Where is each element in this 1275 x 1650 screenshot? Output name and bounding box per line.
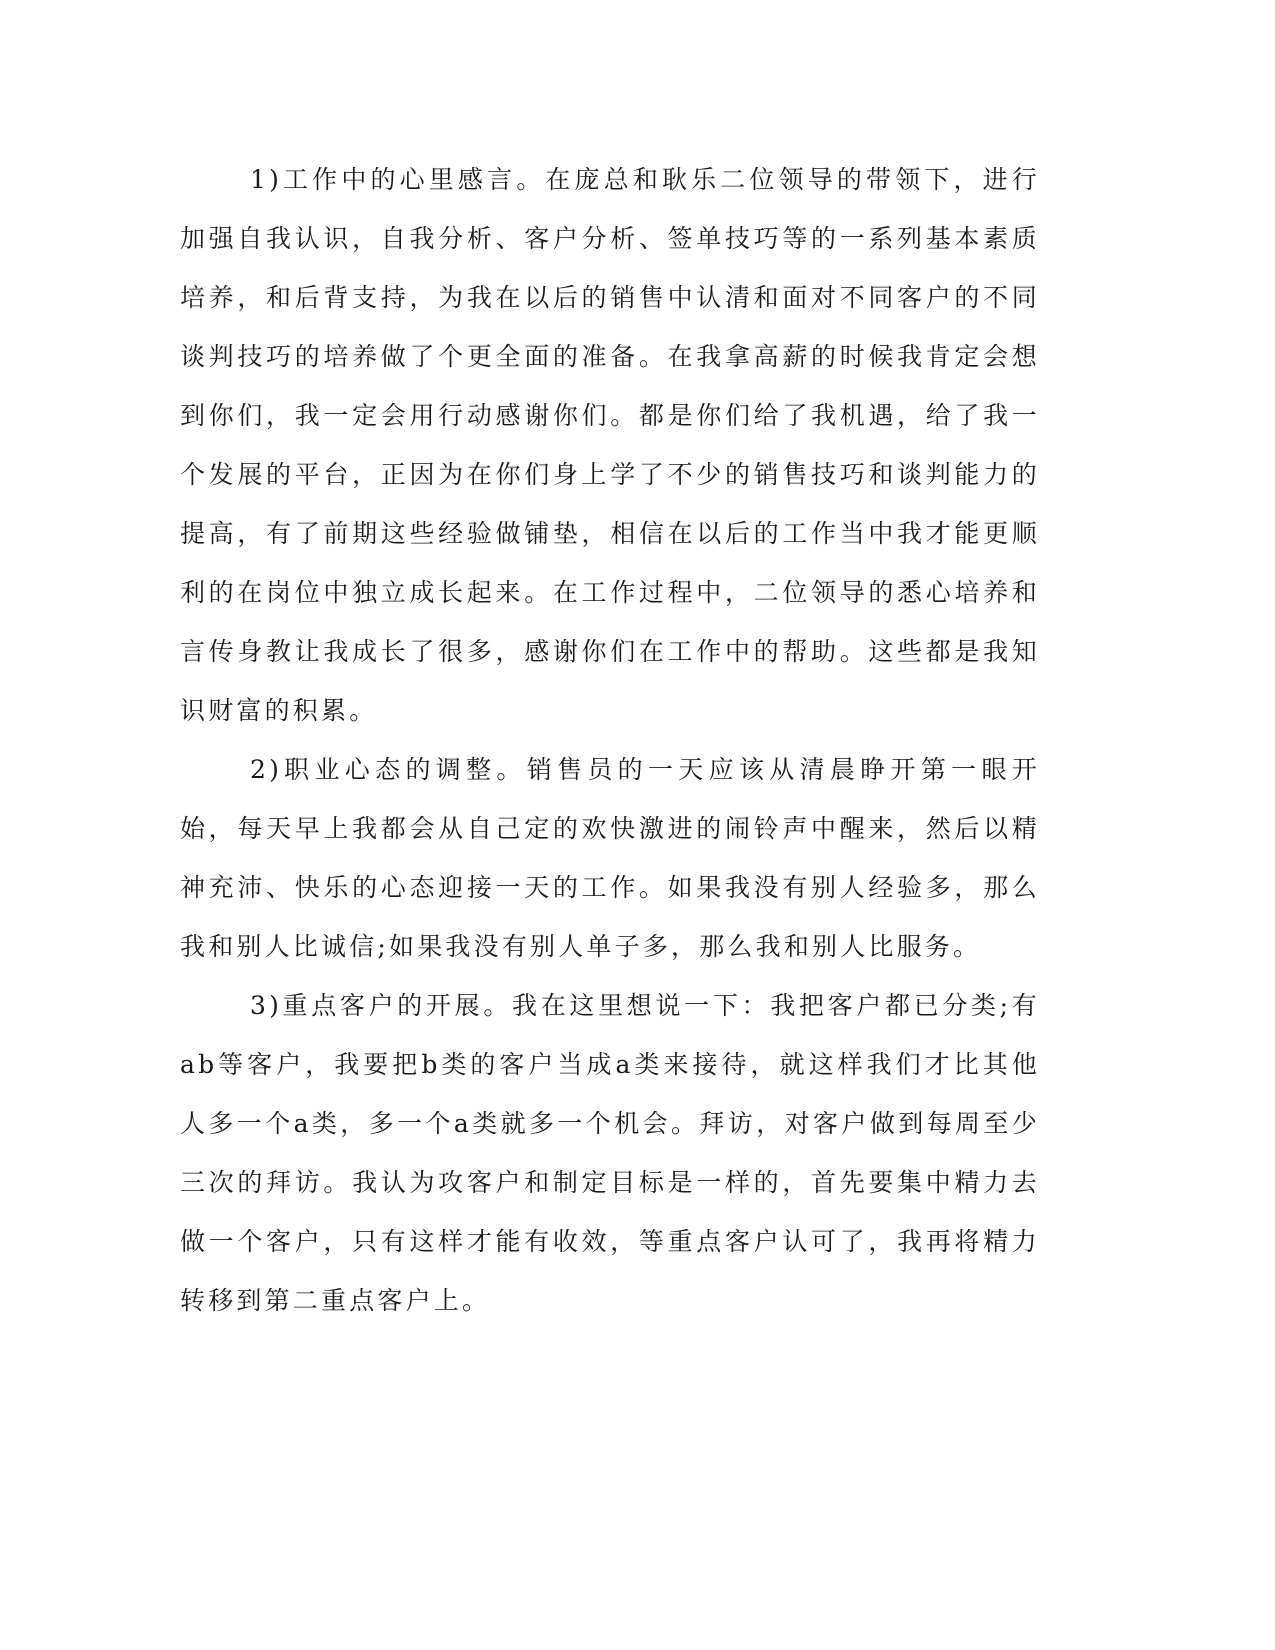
paragraph-key-clients: 3)重点客户的开展。我在这里想说一下：我把客户都已分类;有ab等客户，我要把b类的客户当成a类来接待，就这样我们才比其他人多一个a类，多一个a类就多一个机会。拜访，对客户做到每周至少三次的拜访。我认为攻客户和制定目标是一样的，首先要集中精力去做一个客户，只有这样才能有收效，等重点客户认可了，我再将精力转移到第二重点客户上。 — [180, 991, 1040, 1315]
paragraph-mindset-adjustment: 2)职业心态的调整。销售员的一天应该从清晨睁开第一眼开始，每天早上我都会从自己定的欢快激进的闹铃声中醒来，然后以精神充沛、快乐的心态迎接一天的工作。如果我没有别人经验多，那么我和别人比诚信;如果我没有别人单子多，那么我和别人比服务。 — [180, 755, 1040, 961]
document-body — [180, 150, 1040, 1330]
paragraph-work-reflections: 1)工作中的心里感言。在庞总和耿乐二位领导的带领下，进行加强自我认识，自我分析、客户分析、签单技巧等的一系列基本素质培养，和后背支持，为我在以后的销售中认清和面对不同客户的不同谈判技巧的培养做了个更全面的准备。在我拿高薪的时候我肯定会想到你们，我一定会用行动感谢你们。都是你们给了我机遇，给了我一个发展的平台，正因为在你们身上学了不少的销售技巧和谈判能力的提高，有了前期这些经验做铺垫，相信在以后的工作当中我才能更顺利的在岗位中独立成长起来。在工作过程中，二位领导的悉心培养和言传身教让我成长了很多，感谢你们在工作中的帮助。这些都是我知识财富的积累。 — [180, 165, 1040, 725]
